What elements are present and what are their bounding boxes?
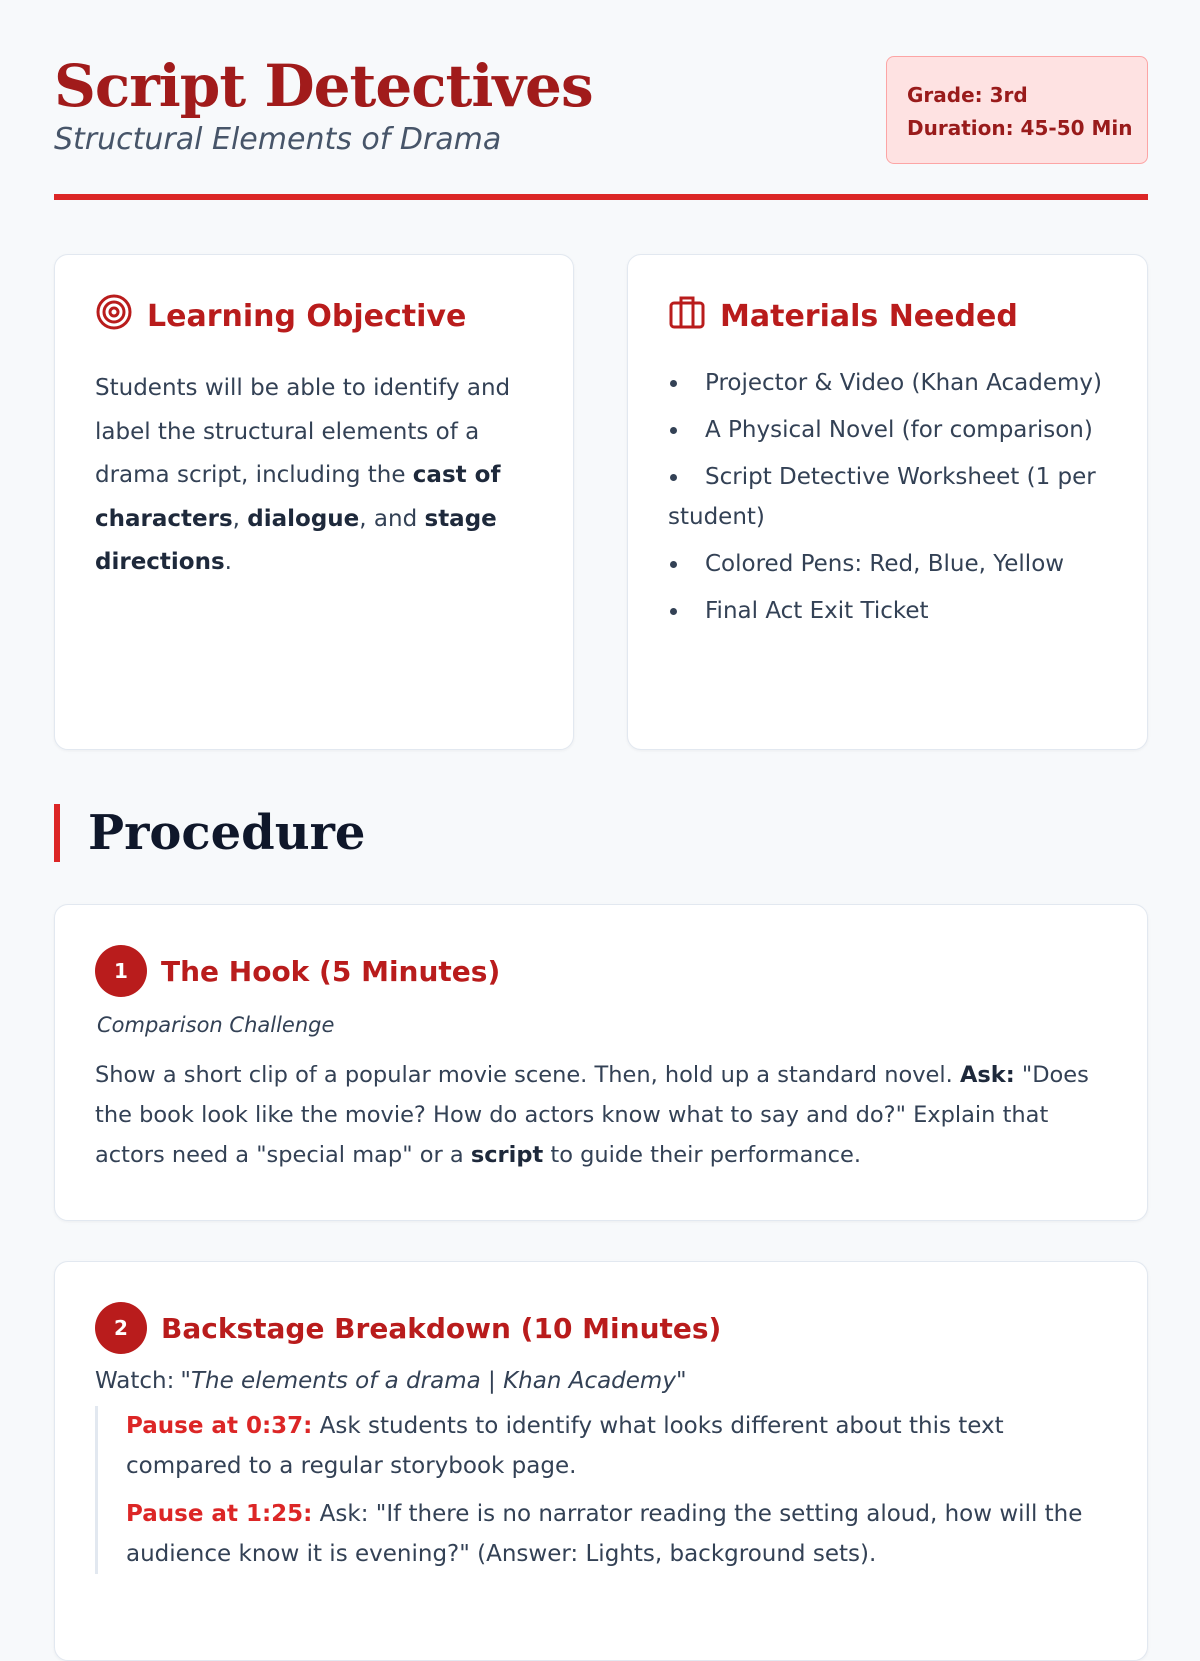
objective-term-cast: cast of characters [95, 462, 501, 532]
pause-point [126, 1406, 1107, 1486]
pause-text: Ask: "If there is no narrator reading the setting aloud, how will the audience know it is evening?" (Answer: Lights, background sets). [126, 1501, 1083, 1567]
video-title: "The elements of a drama | Khan Academy" [180, 1368, 687, 1394]
materials-needed-title: Materials Needed [720, 298, 1018, 334]
step-title: Backstage Breakdown (10 Minutes) [161, 1311, 722, 1345]
list-item: A Physical Novel (for comparison) [668, 410, 1107, 450]
grade-duration-badge [886, 56, 1148, 164]
grade-label: Grade: 3rd [907, 83, 1028, 107]
materials-needed-heading [668, 293, 1107, 339]
page-subtitle: Structural Elements of Drama [54, 122, 502, 157]
objective-text-part: Students will be able to identify and label the structural elements of a drama script, including the [95, 375, 511, 488]
procedure-heading: Procedure [54, 804, 365, 862]
pause-point [126, 1494, 1107, 1574]
step-title: The Hook (5 Minutes) [161, 954, 501, 988]
list-item: Colored Pens: Red, Blue, Yellow [668, 544, 1107, 584]
target-icon [95, 293, 133, 339]
materials-list [668, 363, 1107, 631]
briefcase-icon [668, 293, 706, 339]
list-item: Final Act Exit Ticket [668, 591, 1107, 631]
step-body-part: Show a short clip of a popular movie scene. Then, hold up a standard novel. [95, 1062, 960, 1088]
list-item: Script Detective Worksheet (1 per student) [668, 457, 1107, 537]
learning-objective-heading [95, 293, 533, 339]
step-body-script: script [470, 1142, 544, 1168]
procedure-step-2 [54, 1261, 1148, 1661]
pause-text: Ask students to identify what looks different about this text compared to a regular storybook page. [126, 1413, 1004, 1479]
objective-text-part: , [232, 505, 248, 532]
step-header [95, 1302, 1107, 1354]
step-number-badge: 1 [95, 945, 147, 997]
step-body-part: to guide their performance. [543, 1142, 862, 1168]
pause-points [95, 1406, 1107, 1574]
objective-term-dialogue: dialogue [247, 505, 360, 532]
objective-term-stage-directions: stage directions [95, 505, 497, 575]
step-header [95, 945, 1107, 997]
learning-objective-title: Learning Objective [147, 298, 467, 334]
watch-line [95, 1368, 1107, 1394]
step-body-part: "Does the book look like the movie? How do actors know what to say and do?" Explain that actors need a "special map" or a [95, 1062, 1089, 1168]
step-number-badge: 2 [95, 1302, 147, 1354]
learning-objective-text [95, 367, 533, 585]
materials-needed-card [627, 254, 1148, 750]
page-header [54, 50, 1148, 200]
step-body-ask: Ask: [959, 1062, 1015, 1088]
pause-time: Pause at 0:37: [126, 1413, 313, 1439]
list-item: Projector & Video (Khan Academy) [668, 363, 1107, 403]
duration-label: Duration: 45-50 Min [907, 116, 1133, 140]
step-subtitle: Comparison Challenge [97, 1013, 335, 1037]
objective-text-part: , and [359, 505, 425, 532]
step-body [95, 1055, 1107, 1175]
watch-label: Watch: [95, 1368, 175, 1394]
procedure-step-1 [54, 904, 1148, 1221]
pause-time: Pause at 1:25: [126, 1501, 313, 1527]
learning-objective-card [54, 254, 574, 750]
objective-text-part: . [224, 549, 232, 575]
page-title: Script Detectives [54, 52, 593, 120]
